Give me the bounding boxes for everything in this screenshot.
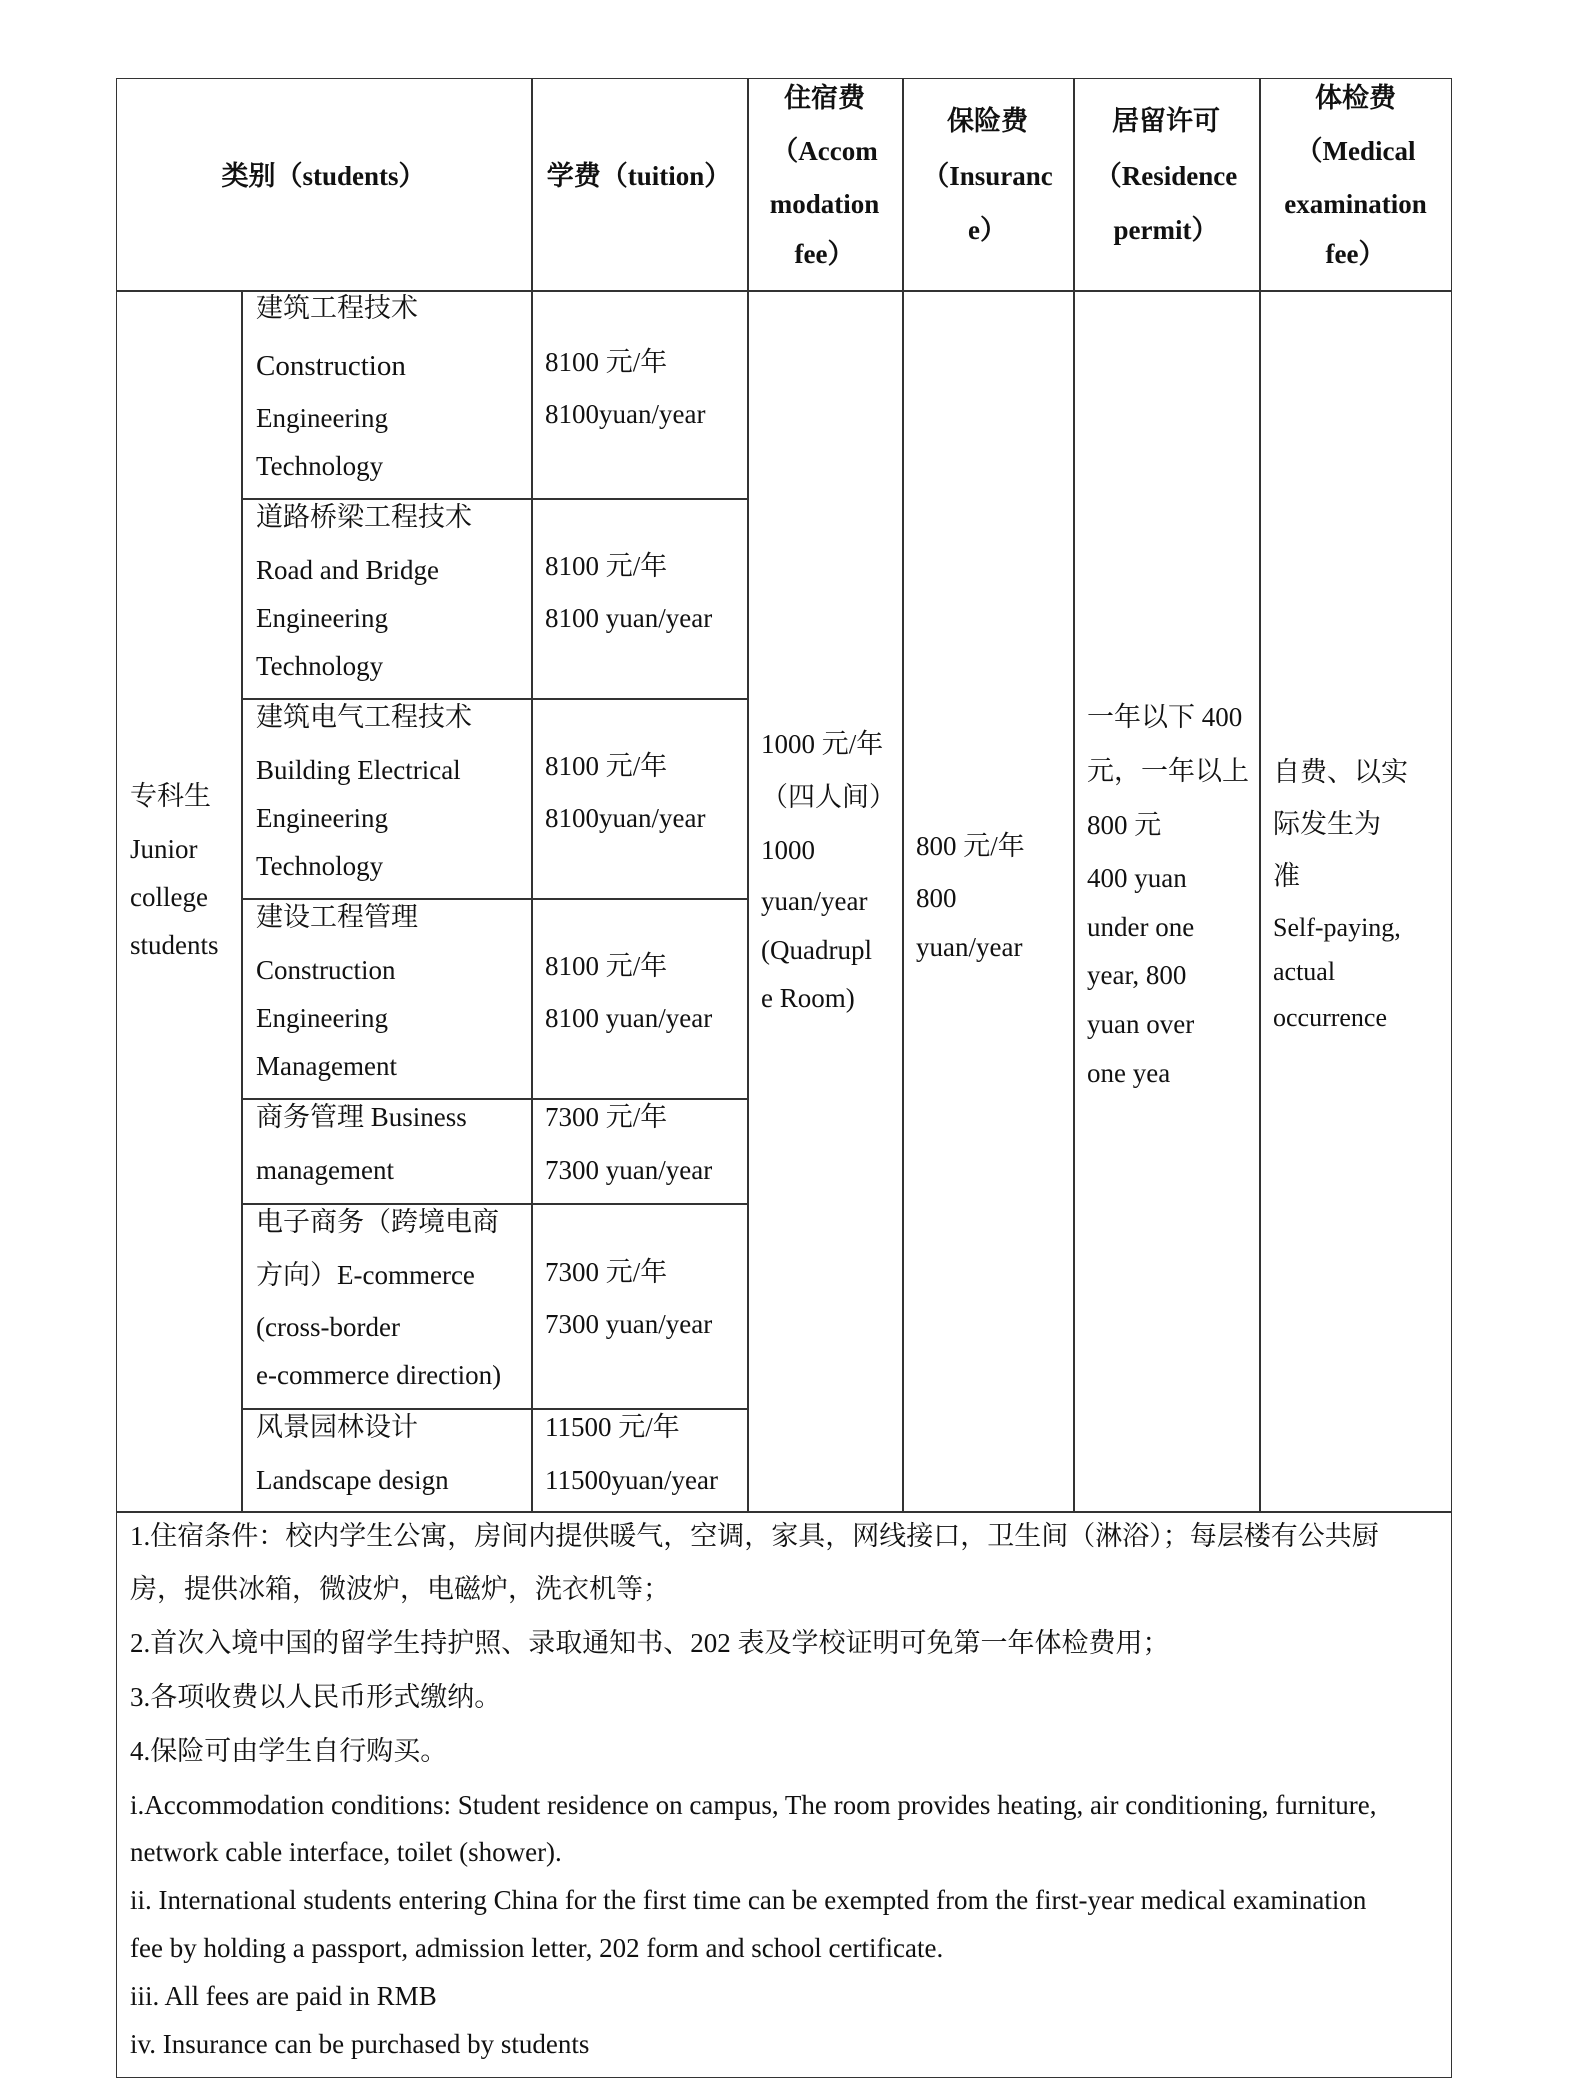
note-line: 1.住宿条件：校内学生公寓，房间内提供暖气，空调，家具，网线接口，卫生间（淋浴）；每层楼有公共厨 bbox=[130, 1521, 1379, 1551]
program-tuition: 8100 yuan/year bbox=[545, 1003, 713, 1033]
program-tuition: 7300 yuan/year bbox=[545, 1309, 713, 1339]
residence-fee: 400 yuan bbox=[1087, 863, 1187, 893]
medical-fee: actual bbox=[1273, 957, 1336, 986]
note-line: iv. Insurance can be purchased by students bbox=[130, 2029, 590, 2059]
medical-fee: 准 bbox=[1273, 861, 1300, 891]
category-group-label: students bbox=[130, 930, 219, 960]
program-name: Building Electrical bbox=[256, 755, 461, 785]
program-tuition: 7300 元/年 bbox=[545, 1257, 668, 1287]
program-tuition: 8100 元/年 bbox=[545, 951, 668, 981]
residence-fee: one yea bbox=[1087, 1058, 1171, 1088]
residence-fee: yuan over bbox=[1087, 1009, 1195, 1039]
header-residence: permit） bbox=[1113, 215, 1219, 245]
col-divider bbox=[1259, 78, 1261, 1511]
residence-fee: 800 元 bbox=[1087, 810, 1162, 840]
program-name: Engineering bbox=[256, 803, 388, 833]
program-name: e-commerce direction) bbox=[256, 1360, 502, 1390]
header-insurance: e） bbox=[968, 215, 1007, 245]
header-medical: （Medical bbox=[1295, 136, 1416, 166]
program-tuition: 8100 元/年 bbox=[545, 751, 668, 781]
note-line: fee by holding a passport, admission letter, 202 form and school certificate. bbox=[130, 1933, 944, 1963]
header-accommodation: 住宿费 bbox=[784, 83, 865, 113]
program-name: Management bbox=[256, 1051, 397, 1081]
insurance-fee: yuan/year bbox=[916, 932, 1023, 962]
insurance-fee: 800 bbox=[916, 883, 957, 913]
program-name: Construction bbox=[256, 955, 396, 985]
medical-fee: Self-paying, bbox=[1273, 913, 1401, 942]
category-group-label: college bbox=[130, 882, 208, 912]
program-name: (cross-border bbox=[256, 1312, 400, 1342]
col-divider bbox=[902, 78, 904, 1511]
insurance-fee: 800 元/年 bbox=[916, 831, 1025, 861]
program-name: Technology bbox=[256, 651, 384, 681]
note-line: 2.首次入境中国的留学生持护照、录取通知书、202 表及学校证明可免第一年体检费用； bbox=[130, 1628, 1170, 1658]
program-tuition: 8100 yuan/year bbox=[545, 603, 713, 633]
program-tuition: 8100yuan/year bbox=[545, 803, 706, 833]
note-line: 3.各项收费以人民币形式缴纳。 bbox=[130, 1682, 502, 1712]
note-line: ii. International students entering China for the first time can be exempted from the first-year medical examination bbox=[130, 1885, 1367, 1915]
col-divider bbox=[747, 78, 749, 1511]
note-line: iii. All fees are paid in RMB bbox=[130, 1981, 437, 2011]
program-name: Engineering bbox=[256, 1003, 388, 1033]
program-name: 建筑工程技术 bbox=[256, 293, 418, 323]
accommodation-fee: 1000 元/年 bbox=[761, 729, 884, 759]
accommodation-fee: (Quadrupl bbox=[761, 935, 872, 965]
note-line: 4.保险可由学生自行购买。 bbox=[130, 1736, 448, 1766]
program-tuition: 8100 元/年 bbox=[545, 551, 668, 581]
program-name: 风景园林设计 bbox=[256, 1412, 418, 1442]
header-accommodation: fee） bbox=[794, 239, 855, 269]
header-tuition: 学费（tuition） bbox=[546, 161, 732, 191]
residence-fee: 一年以下 400 bbox=[1087, 702, 1243, 732]
residence-fee: under one bbox=[1087, 912, 1195, 942]
program-tuition: 7300 yuan/year bbox=[545, 1155, 713, 1185]
accommodation-fee: （四人间） bbox=[761, 782, 896, 812]
program-name: Construction bbox=[256, 350, 406, 382]
program-name: 商务管理 Business bbox=[256, 1102, 467, 1132]
program-name: 建设工程管理 bbox=[256, 902, 418, 932]
accommodation-fee: e Room) bbox=[761, 983, 855, 1013]
header-medical: examination bbox=[1284, 189, 1427, 219]
col-divider bbox=[241, 290, 243, 1511]
note-line: 房，提供冰箱，微波炉，电磁炉，洗衣机等； bbox=[130, 1574, 670, 1604]
header-accommodation: modation bbox=[769, 189, 880, 219]
program-name: management bbox=[256, 1155, 394, 1185]
program-tuition: 8100 元/年 bbox=[545, 347, 668, 377]
medical-fee: occurrence bbox=[1273, 1003, 1388, 1032]
note-line: i.Accommodation conditions: Student residence on campus, The room provides heating, air conditioning, furniture, bbox=[130, 1790, 1377, 1820]
header-medical: fee） bbox=[1325, 239, 1386, 269]
program-tuition: 7300 元/年 bbox=[545, 1102, 668, 1132]
program-tuition: 11500 元/年 bbox=[545, 1412, 680, 1442]
program-name: 建筑电气工程技术 bbox=[256, 702, 472, 732]
accommodation-fee: yuan/year bbox=[761, 886, 868, 916]
program-name: 道路桥梁工程技术 bbox=[256, 502, 472, 532]
accommodation-fee: 1000 bbox=[761, 835, 815, 865]
residence-fee: year, 800 bbox=[1087, 960, 1187, 990]
category-group-label: 专科生 bbox=[130, 781, 211, 811]
program-name: Technology bbox=[256, 851, 384, 881]
medical-fee: 际发生为 bbox=[1273, 809, 1381, 839]
program-tuition: 8100yuan/year bbox=[545, 399, 706, 429]
program-name: Landscape design bbox=[256, 1465, 449, 1495]
header-accommodation: （Accom bbox=[771, 136, 878, 166]
col-divider bbox=[1073, 78, 1075, 1511]
header-residence: 居留许可 bbox=[1112, 106, 1220, 136]
header-medical: 体检费 bbox=[1315, 83, 1396, 113]
program-tuition: 11500yuan/year bbox=[545, 1465, 718, 1495]
program-name: Technology bbox=[256, 451, 384, 481]
note-line: network cable interface, toilet (shower). bbox=[130, 1837, 562, 1867]
residence-fee: 元，一年以上 bbox=[1087, 756, 1249, 786]
header-insurance: （Insuranc bbox=[922, 161, 1053, 191]
col-divider bbox=[531, 78, 533, 1511]
program-name: 电子商务（跨境电商 bbox=[256, 1207, 499, 1237]
program-name: 方向）E-commerce bbox=[256, 1260, 475, 1290]
medical-fee: 自费、以实 bbox=[1273, 757, 1408, 787]
header-category: 类别（students） bbox=[221, 161, 426, 191]
program-name: Engineering bbox=[256, 403, 388, 433]
header-insurance: 保险费 bbox=[947, 106, 1028, 136]
header-residence: （Residence bbox=[1094, 161, 1238, 191]
category-group-label: Junior bbox=[130, 834, 198, 864]
program-name: Road and Bridge bbox=[256, 555, 439, 585]
program-name: Engineering bbox=[256, 603, 388, 633]
